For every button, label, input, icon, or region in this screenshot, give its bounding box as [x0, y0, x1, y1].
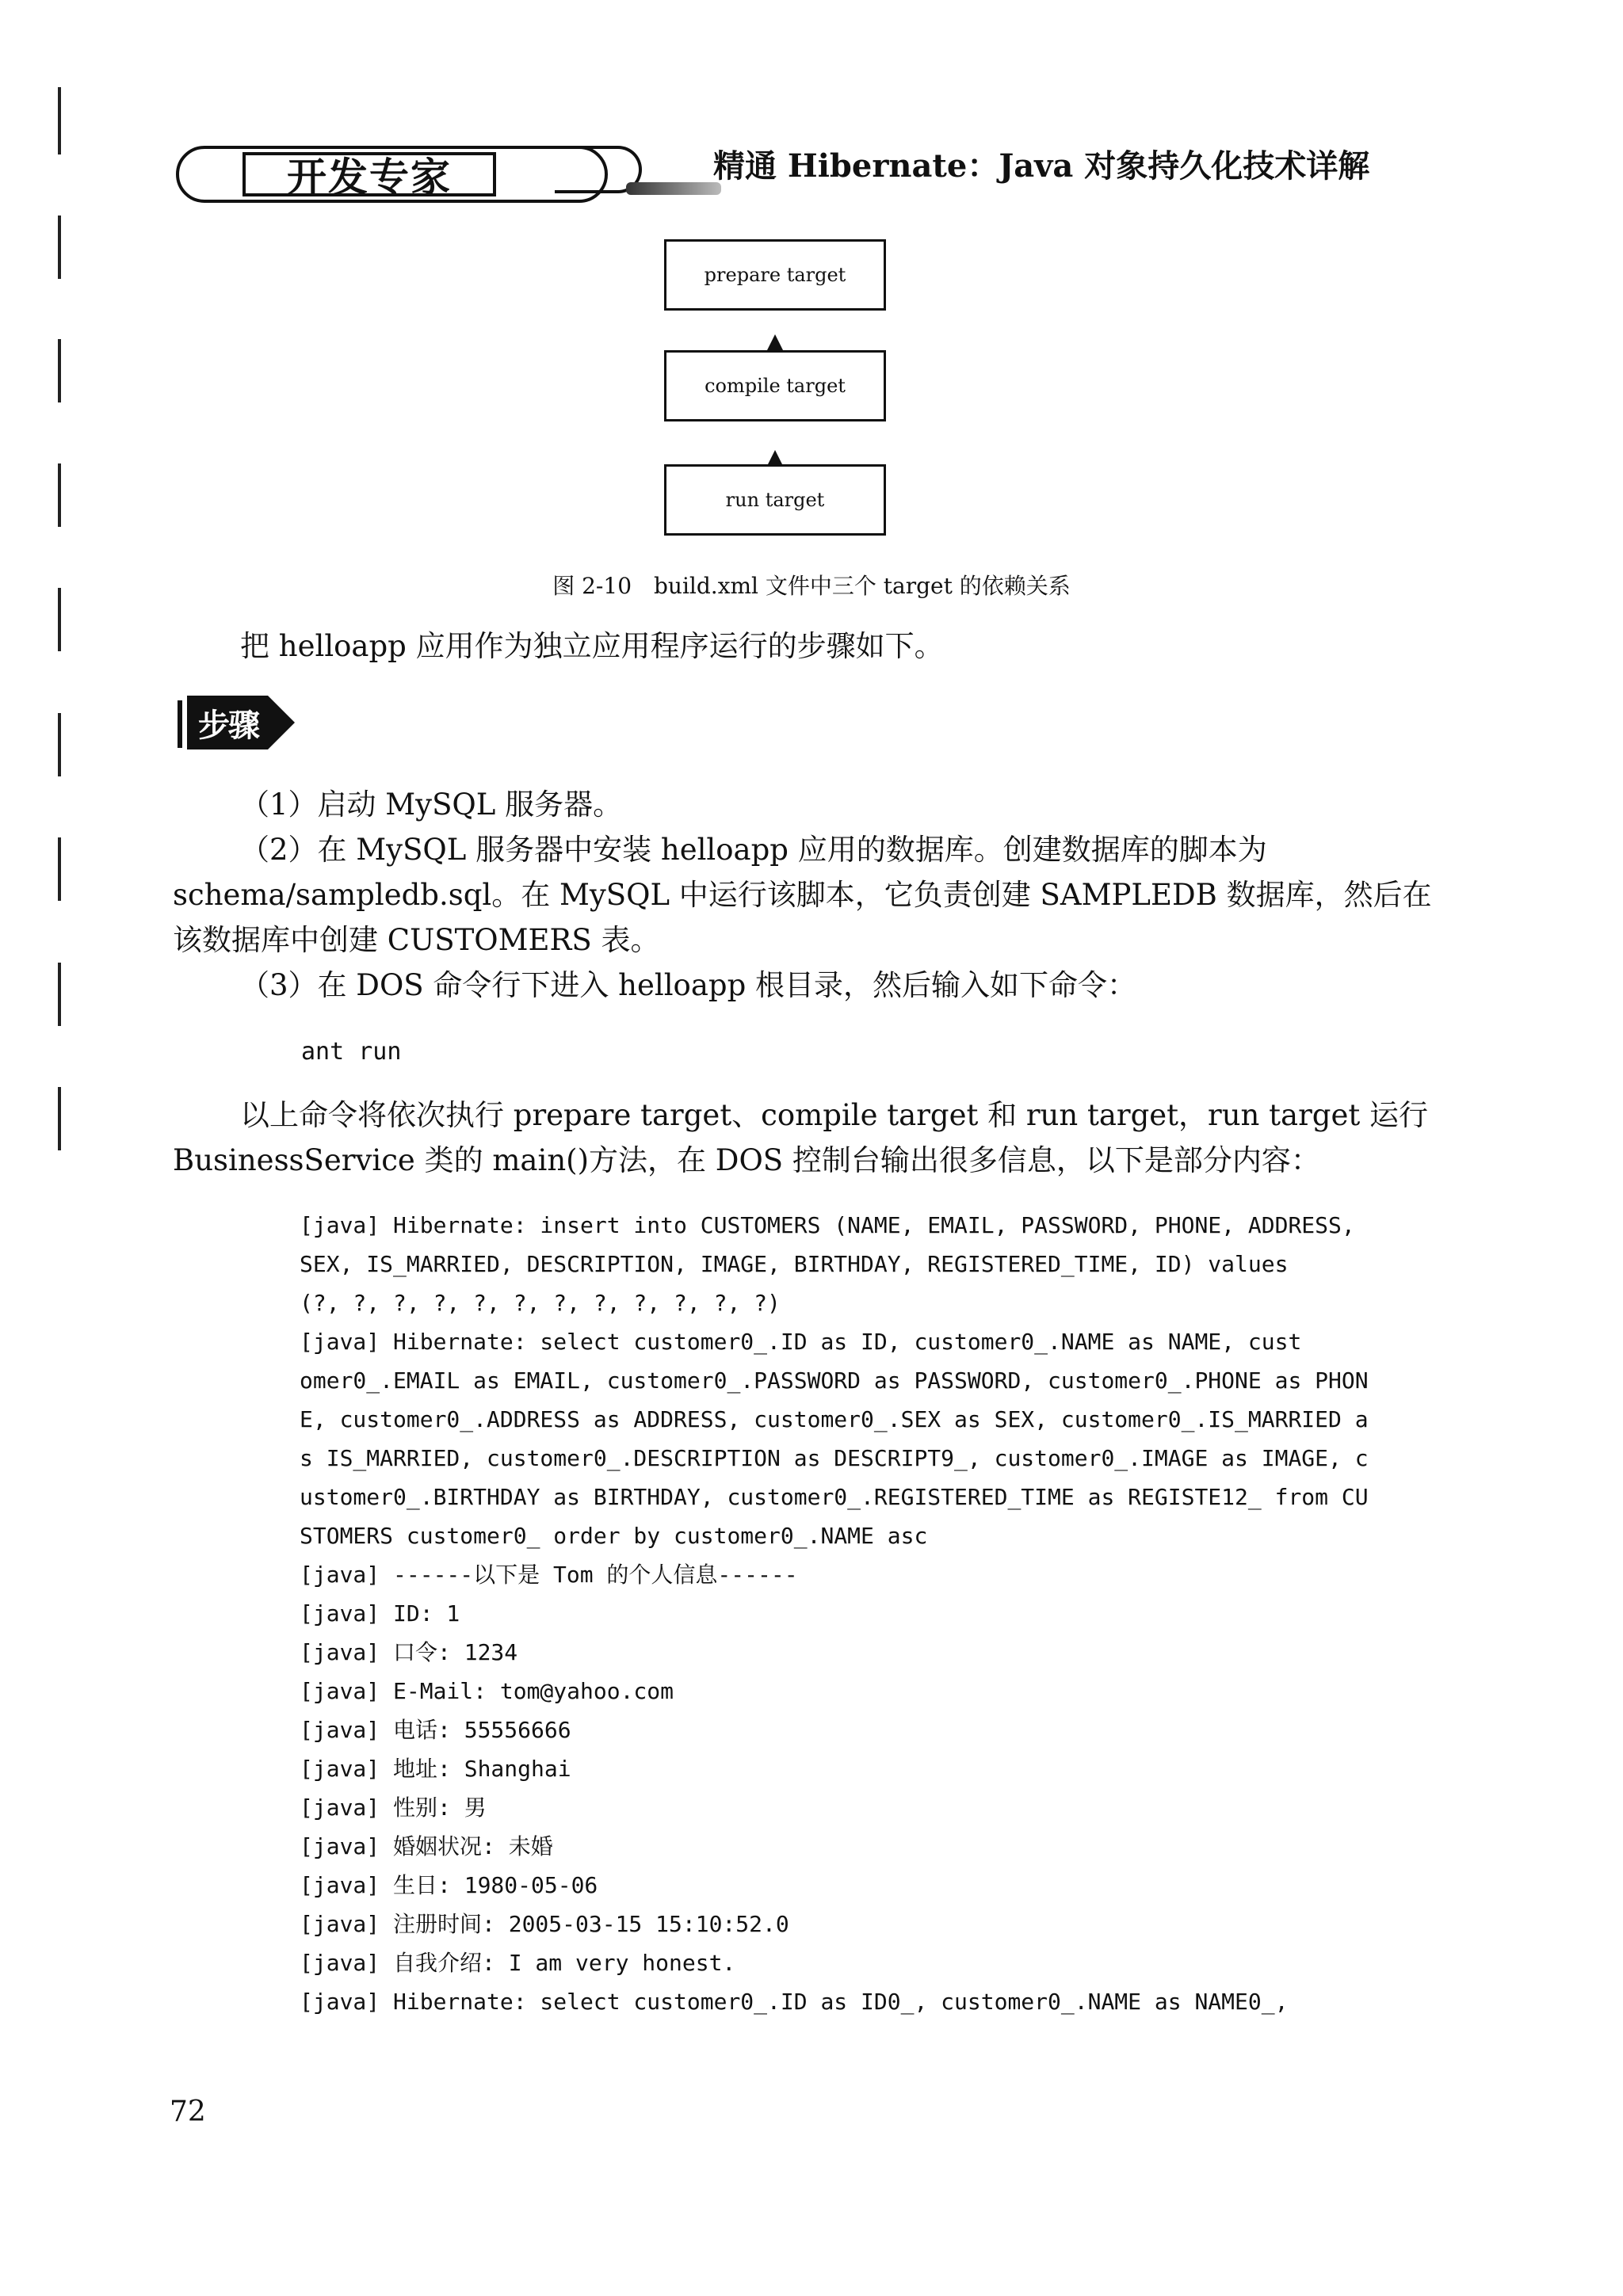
step-2-line-3: 该数据库中创建 CUSTOMERS 表。 [173, 923, 660, 957]
code-line: STOMERS customer0_ order by customer0_.NAME asc [300, 1523, 928, 1549]
margin-mark [58, 87, 61, 154]
figure-caption: 图 2-10 build.xml 文件中三个 target 的依赖关系 [552, 573, 1071, 599]
step-2-line-2: schema/sampledb.sql。在 MySQL 中运行该脚本，它负责创建 SAMPLEDB 数据库，然后在 [173, 878, 1432, 912]
code-line: E, customer0_.ADDRESS as ADDRESS, customer0_.SEX as SEX, customer0_.IS_MARRIED a [300, 1406, 1369, 1432]
code-line: [java] 性别: 男 [300, 1794, 487, 1821]
code-line: [java] Hibernate: select customer0_.ID as ID0_, customer0_.NAME as NAME0_, [300, 1989, 1289, 2015]
compile-target-box: compile target [664, 350, 886, 421]
step-badge-label: 步骤 [198, 707, 258, 744]
target-dependency-diagram [664, 230, 886, 547]
series-badge [176, 146, 608, 203]
code-line: [java] Hibernate: insert into CUSTOMERS (NAME, EMAIL, PASSWORD, PHONE, ADDRESS, [300, 1212, 1355, 1238]
margin-mark [58, 963, 61, 1026]
code-line: omer0_.EMAIL as EMAIL, customer0_.PASSWORD as PASSWORD, customer0_.PHONE as PHON [300, 1367, 1369, 1394]
code-line: [java] ------以下是 Tom 的个人信息------ [300, 1562, 798, 1588]
page-number: 72 [170, 2096, 206, 2128]
margin-mark [58, 339, 61, 402]
series-badge-label: 开发专家 [242, 152, 496, 196]
margin-mark [58, 215, 61, 279]
code-line: [java] 电话: 55556666 [300, 1717, 571, 1743]
explanation-line-2: BusinessService 类的 main()方法，在 DOS 控制台输出很多信息，以下是部分内容： [173, 1143, 1320, 1177]
margin-mark [58, 463, 61, 527]
code-line: [java] E-Mail: tom@yahoo.com [300, 1678, 674, 1704]
code-line: [java] 口令: 1234 [300, 1639, 518, 1665]
code-line: [java] 注册时间: 2005-03-15 15:10:52.0 [300, 1911, 789, 1937]
intro-paragraph: 把 helloapp 应用作为独立应用程序运行的步骤如下。 [240, 629, 944, 663]
code-line: [java] 婚姻状况: 未婚 [300, 1833, 553, 1859]
margin-mark [58, 837, 61, 901]
step-badge [174, 689, 301, 754]
header-decoration [626, 182, 721, 195]
code-line: (?, ?, ?, ?, ?, ?, ?, ?, ?, ?, ?, ?) [300, 1290, 781, 1316]
code-line: [java] 自我介绍: I am very honest. [300, 1950, 736, 1976]
step-2-line-1: （2）在 MySQL 服务器中安装 helloapp 应用的数据库。创建数据库的脚本为 [240, 833, 1267, 867]
command-line: ant run [301, 1038, 402, 1066]
code-line: s IS_MARRIED, customer0_.DESCRIPTION as DESCRIPT9_, customer0_.IMAGE as IMAGE, c [300, 1445, 1369, 1471]
explanation-line-1: 以上命令将依次执行 prepare target、compile target 和 run target，run target 运行 [240, 1098, 1428, 1132]
step-3: （3）在 DOS 命令行下进入 helloapp 根目录，然后输入如下命令： [240, 968, 1137, 1002]
book-title: 精通 Hibernate：Java 对象持久化技术详解 [713, 147, 1370, 185]
margin-mark [58, 1087, 61, 1150]
code-line: [java] Hibernate: select customer0_.ID as ID, customer0_.NAME as NAME, cust [300, 1329, 1302, 1355]
code-line: SEX, IS_MARRIED, DESCRIPTION, IMAGE, BIRTHDAY, REGISTERED_TIME, ID) values [300, 1251, 1289, 1277]
run-target-box: run target [664, 464, 886, 536]
margin-mark [58, 713, 61, 776]
code-line: ustomer0_.BIRTHDAY as BIRTHDAY, customer0_.REGISTERED_TIME as REGISTE12_ from CU [300, 1484, 1369, 1510]
prepare-target-box: prepare target [664, 239, 886, 311]
code-line: [java] 生日: 1980-05-06 [300, 1872, 598, 1898]
code-line: [java] 地址: Shanghai [300, 1756, 571, 1782]
code-line: [java] ID: 1 [300, 1600, 460, 1627]
step-1: （1）启动 MySQL 服务器。 [240, 788, 623, 822]
